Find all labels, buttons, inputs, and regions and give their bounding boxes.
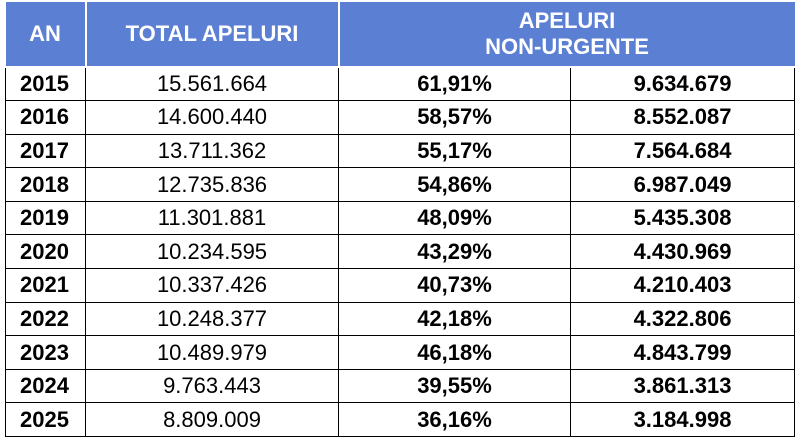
nonurgent-percent-cell: 42,18% — [339, 302, 571, 336]
nonurgent-count-cell: 5.435.308 — [571, 201, 795, 235]
header-nonurgent-calls — [339, 1, 795, 67]
nonurgent-count-cell: 4.843.799 — [571, 336, 795, 370]
nonurgent-percent-cell: 54,86% — [339, 168, 571, 202]
table-row — [6, 336, 795, 370]
year-cell: 2019 — [6, 201, 86, 235]
nonurgent-count-cell: 8.552.087 — [571, 101, 795, 135]
nonurgent-percent-cell: 58,57% — [339, 101, 571, 135]
year-cell: 2018 — [6, 168, 86, 202]
total-calls-cell: 10.234.595 — [86, 235, 339, 269]
year-cell: 2015 — [6, 67, 86, 101]
total-calls-cell: 15.561.664 — [86, 67, 339, 101]
total-calls-cell: 10.489.979 — [86, 336, 339, 370]
year-cell: 2022 — [6, 302, 86, 336]
nonurgent-percent-cell: 43,29% — [339, 235, 571, 269]
nonurgent-count-cell: 3.861.313 — [571, 369, 795, 403]
table-row — [6, 101, 795, 135]
nonurgent-count-cell: 6.987.049 — [571, 168, 795, 202]
nonurgent-count-cell: 4.430.969 — [571, 235, 795, 269]
nonurgent-count-cell: 7.564.684 — [571, 134, 795, 168]
total-calls-cell: 13.711.362 — [86, 134, 339, 168]
header-nonurgent-line1: APELURI — [518, 8, 616, 33]
table-body — [6, 67, 795, 437]
nonurgent-percent-cell: 36,16% — [339, 403, 571, 437]
table-header — [6, 1, 795, 67]
year-cell: 2020 — [6, 235, 86, 269]
total-calls-cell: 12.735.836 — [86, 168, 339, 202]
header-row — [6, 1, 795, 67]
nonurgent-percent-cell: 39,55% — [339, 369, 571, 403]
total-calls-cell: 11.301.881 — [86, 201, 339, 235]
table-row — [6, 67, 795, 101]
header-nonurgent-line2: NON-URGENTE — [485, 34, 649, 59]
nonurgent-percent-cell: 46,18% — [339, 336, 571, 370]
table-row — [6, 235, 795, 269]
header-year: AN — [6, 1, 86, 67]
total-calls-cell: 10.337.426 — [86, 269, 339, 303]
nonurgent-percent-cell: 55,17% — [339, 134, 571, 168]
nonurgent-count-cell: 4.322.806 — [571, 302, 795, 336]
year-cell: 2017 — [6, 134, 86, 168]
total-calls-cell: 8.809.009 — [86, 403, 339, 437]
table-row — [6, 168, 795, 202]
year-cell: 2024 — [6, 369, 86, 403]
year-cell: 2021 — [6, 269, 86, 303]
nonurgent-percent-cell: 61,91% — [339, 67, 571, 101]
nonurgent-percent-cell: 40,73% — [339, 269, 571, 303]
nonurgent-count-cell: 9.634.679 — [571, 67, 795, 101]
total-calls-cell: 14.600.440 — [86, 101, 339, 135]
total-calls-cell: 10.248.377 — [86, 302, 339, 336]
total-calls-cell: 9.763.443 — [86, 369, 339, 403]
table-row — [6, 403, 795, 437]
year-cell: 2025 — [6, 403, 86, 437]
table-row — [6, 302, 795, 336]
nonurgent-count-cell: 4.210.403 — [571, 269, 795, 303]
year-cell: 2023 — [6, 336, 86, 370]
year-cell: 2016 — [6, 101, 86, 135]
header-total-calls: TOTAL APELURI — [86, 1, 339, 67]
nonurgent-percent-cell: 48,09% — [339, 201, 571, 235]
table-row — [6, 134, 795, 168]
table-row — [6, 269, 795, 303]
table-row — [6, 201, 795, 235]
table-row — [6, 369, 795, 403]
nonurgent-count-cell: 3.184.998 — [571, 403, 795, 437]
calls-table — [5, 0, 795, 437]
